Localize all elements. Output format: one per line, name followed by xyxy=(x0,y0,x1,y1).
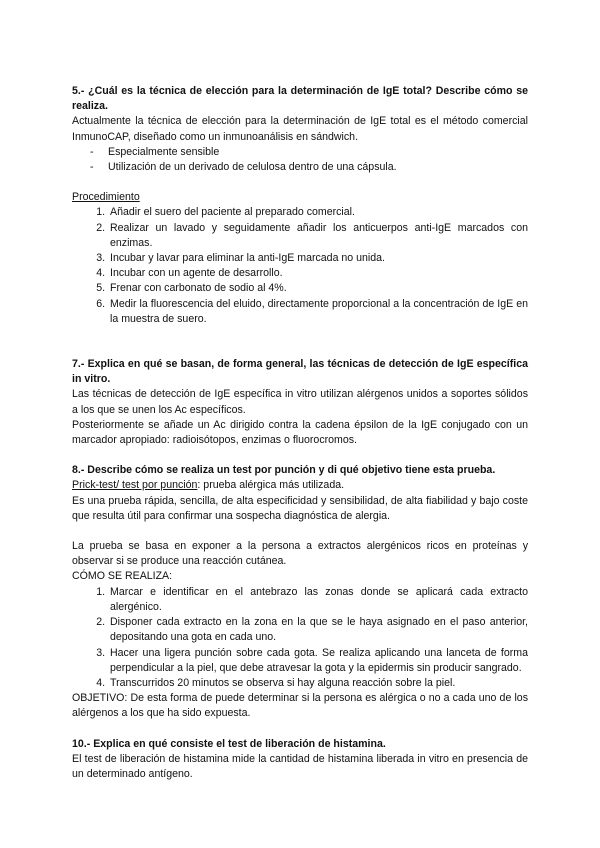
list-item: - Utilización de un derivado de celulosa dentro de una cápsula. xyxy=(90,160,528,175)
list-item: 6. Medir la fluorescencia del eluido, directamente proporcional a la concentración de IgE en la muestra de suero. xyxy=(108,297,528,327)
prick-test-steps xyxy=(72,585,528,691)
question-8-title: 8.- Describe cómo se realiza un test por punción y di qué objetivo tiene esta prueba. xyxy=(72,464,496,477)
procedure-label: Procedimiento xyxy=(72,191,140,204)
question-10-title: 10.- Explica en qué consiste el test de liberación de histamina. xyxy=(72,737,386,750)
question-5-title: 5.- ¿Cuál es la técnica de elección para la determinación de IgE total? Describe cómo se realiza. xyxy=(72,85,528,113)
list-item: 3. Hacer una ligera punción sobre cada gota. Se realiza aplicando una lanceta de forma perpendicular a la piel, que debe atravesar la gota y la epidermis sin producir sangrado. xyxy=(108,646,528,676)
question-7-paragraph-2: Posteriormente se añade un Ac dirigido contra la cadena épsilon de la IgE conjugado con un marcador apropiado: radioisótopos, enzimas o fluorocromos. xyxy=(72,418,528,447)
question-5-intro: Actualmente la técnica de elección para la determinación de IgE total es el método comercial InmunoCAP, diseñado como un inmunoanálisis en sándwich. xyxy=(72,115,528,143)
question-8-paragraph-2: La prueba se basa en exponer a la persona a extractos alergénicos ricos en proteínas y observar si se produce una reacción cutánea. xyxy=(72,540,528,568)
list-item: 3. Incubar y lavar para eliminar la anti-IgE marcada no unida. xyxy=(108,251,528,266)
question-10-paragraph-1: El test de liberación de histamina mide la cantidad de histamina liberada in vitro en presencia de un determinado antígeno. xyxy=(72,752,528,780)
section-5 xyxy=(72,84,528,327)
list-item: - Especialmente sensible xyxy=(90,145,528,160)
list-item: 4. Incubar con un agente de desarrollo. xyxy=(108,266,528,281)
document-body xyxy=(72,84,528,782)
list-item: 2. Disponer cada extracto en la zona en la que se le haya asignado en el paso anterior, depositando una gota en cada uno. xyxy=(108,615,528,645)
question-7-paragraph-1: Las técnicas de detección de IgE específica in vitro utilizan alérgenos unidos a soportes sólidos a los que se unen los Ac específicos. xyxy=(72,388,528,416)
question-5-bullets xyxy=(72,145,528,175)
section-8 xyxy=(72,463,528,721)
prick-test-term: Prick-test/ test por punción xyxy=(72,479,198,492)
question-7-title: 7.- Explica en qué se basan, de forma general, las técnicas de detección de IgE específica in vitro. xyxy=(72,358,528,386)
prick-test-term-rest: : prueba alérgica más utilizada. xyxy=(197,479,345,492)
procedure-steps xyxy=(72,205,528,327)
list-item: 1. Marcar e identificar en el antebrazo las zonas donde se aplicará cada extracto alergénico. xyxy=(108,585,528,615)
objective-paragraph: OBJETIVO: De esta forma de puede determinar si la persona es alérgica o no a cada uno de los alérgenos a los que ha sido expuesta. xyxy=(72,692,528,720)
list-item: 1. Añadir el suero del paciente al preparado comercial. xyxy=(108,205,528,220)
section-7 xyxy=(72,357,528,448)
prick-test-definition xyxy=(72,478,528,493)
list-item: 5. Frenar con carbonato de sodio al 4%. xyxy=(108,281,528,296)
section-10 xyxy=(72,737,528,783)
how-label: CÓMO SE REALIZA: xyxy=(72,570,173,583)
list-item: 4. Transcurridos 20 minutos se observa si hay alguna reacción sobre la piel. xyxy=(108,676,528,691)
list-item: 2. Realizar un lavado y seguidamente añadir los anticuerpos anti-IgE marcados con enzimas. xyxy=(108,221,528,251)
question-8-paragraph-1: Es una prueba rápida, sencilla, de alta especificidad y sensibilidad, de alta fiabilidad y bajo coste que resulta útil para confirmar una sospecha diagnóstica de alergia. xyxy=(72,494,528,522)
